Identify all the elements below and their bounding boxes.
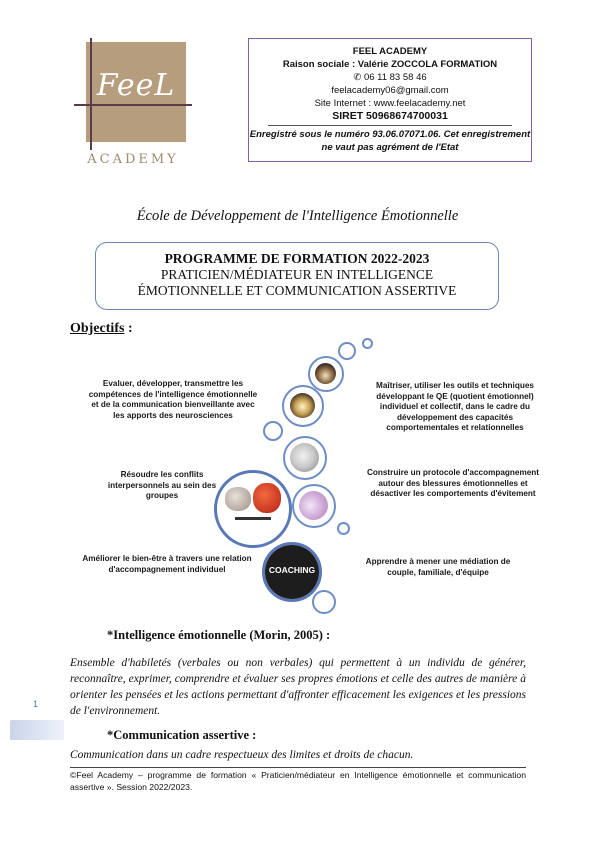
school-title: École de Développement de l'Intelligence Émotionnelle (136, 208, 459, 224)
coaching-label: COACHING (268, 565, 316, 575)
page-number: 1 (33, 699, 39, 709)
header-info-box (248, 38, 532, 162)
objective-left-3: Améliorer le bien-être à travers une relation d'accompagnement individuel (82, 554, 252, 574)
feel-academy-logo (68, 38, 198, 170)
assertive-communication-title: *Communication assertive : (107, 728, 257, 742)
bubble-small (338, 342, 356, 360)
siret-number: SIRET 50968674700031 (332, 110, 448, 122)
objective-right-2: Construire un protocole d'accompagnement autour des blessures émotionnelles et désactiver les comportements d'évitement (366, 468, 540, 498)
program-title-box (95, 242, 499, 310)
brain-pastel-image (299, 491, 328, 520)
word-cloud-image (290, 443, 319, 472)
logo-horizontal-line (74, 104, 192, 106)
objectives-heading (70, 321, 133, 337)
footer-separator (70, 767, 526, 768)
objective-left-1: Evaluer, développer, transmettre les compétences de l'intelligence émotionnelle et de la communication bienveillante avec les apports des neurosciences (88, 379, 258, 420)
company-name: FEEL ACADEMY (352, 46, 428, 57)
coaching-image-circle (262, 542, 322, 602)
objective-left-2: Résoudre les conflits interpersonnels au sein des groupes (107, 470, 217, 500)
program-subtitle-line2: ÉMOTIONNELLE ET COMMUNICATION ASSERTIVE (137, 283, 457, 298)
raison-sociale: Raison sociale : Valérie ZOCCOLA FORMATION (282, 59, 498, 70)
logo-sub-text: ACADEMY (87, 152, 179, 167)
header-separator (268, 125, 512, 126)
objectives-label: Objectifs (70, 321, 125, 336)
open-book-image (290, 393, 315, 418)
red-brain-image (253, 483, 281, 513)
page-tab-marker (10, 720, 64, 740)
word-cloud-image-circle (283, 436, 327, 480)
objective-right-1: Maîtriser, utiliser les outils et techniques développant le QE (quotient émotionnel) individuel et collectif, dans le cadre du développement des capacités comportementales et relationnelles (376, 381, 534, 432)
registration-notice: Enregistré sous le numéro 93.06.07071.06. Cet enregistrement ne vaut pas agrément de l'Etat (249, 129, 531, 153)
objective-right-3: Apprendre à mener une médiation de couple, familiale, d'équipe (365, 557, 511, 577)
bubble-small (362, 338, 373, 349)
program-title: PROGRAMME DE FORMATION 2022-2023 (164, 251, 430, 266)
bubble-small (263, 421, 283, 441)
email-address[interactable]: feelacademy06@gmail.com (331, 85, 449, 96)
website-link[interactable]: Site Internet : www.feelacademy.net (314, 98, 466, 109)
objectives-colon: : (124, 321, 133, 336)
program-subtitle-line1: PRATICIEN/MÉDIATEUR EN INTELLIGENCE (160, 267, 434, 282)
assertive-communication-definition: Communication dans un cadre respectueux des limites et droits de chacun. (70, 749, 414, 761)
boxing-rope (235, 517, 271, 520)
bubble-small (337, 522, 350, 535)
grey-brain-image (225, 487, 251, 511)
brains-image-circle (214, 470, 292, 548)
emotional-intelligence-definition: Ensemble d'habiletés (verbales ou non verbales) qui permettent à un individu de générer, reconnaître, exprimer, comprendre et évaluer ses propres émotions et celle des autres de manière à orienter les pensées et les actions permettant d'affronter efficacement les exigences et les pressions de l'environnement. (70, 657, 526, 717)
emotional-intelligence-title: *Intelligence émotionnelle (Morin, 2005) : (107, 628, 331, 642)
book-image-circle (308, 356, 344, 392)
logo-brand-text: FeeL (96, 68, 176, 103)
footer-copyright: ©Feel Academy – programme de formation « Praticien/médiateur en Intelligence émotionnelle et communication assertive ». Session 2022/2023. (70, 770, 526, 792)
book-image (315, 363, 336, 384)
phone-number: ✆ 06 11 83 58 46 (353, 72, 427, 83)
open-book-image-circle (282, 385, 324, 427)
brain-pastel-image-circle (292, 484, 336, 528)
